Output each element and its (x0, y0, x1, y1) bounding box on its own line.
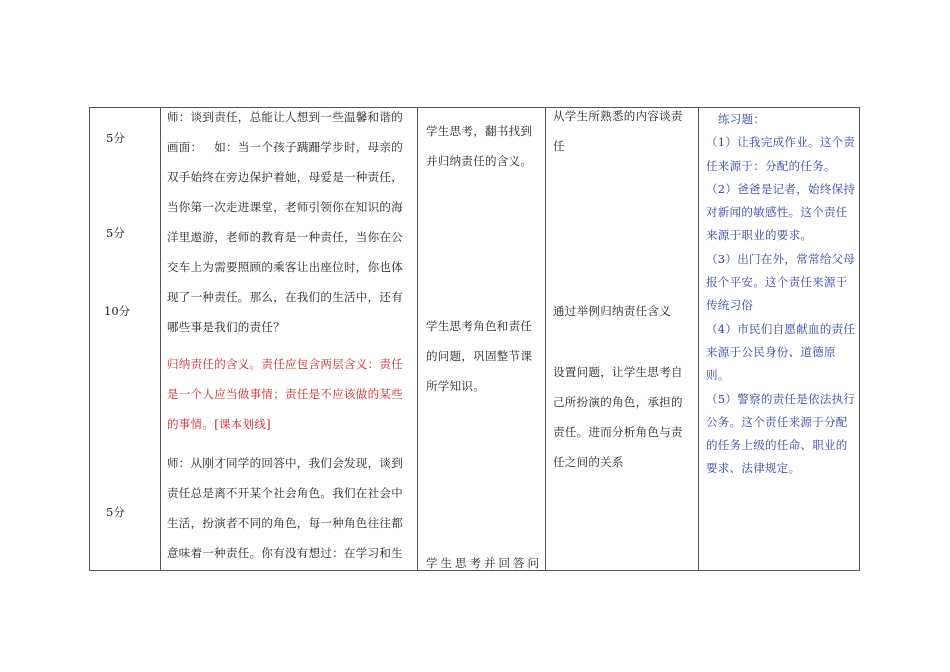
text-line: 当你第一次走进课堂，老师引领你在知识的海 (167, 200, 403, 214)
text-line: 则。 (706, 368, 730, 383)
text-line: （1）让我完成作业。这个责 (706, 135, 856, 150)
lesson-plan-table (89, 107, 860, 571)
text-line: 设置问题，让学生思考自 (553, 365, 683, 379)
time-label: 5分 (106, 505, 125, 519)
text-line: （4）市民们自愿献血的责任 (706, 321, 856, 336)
column-divider (698, 108, 699, 570)
design-purpose-1 (553, 101, 698, 161)
text-line: 任之间的关系 (553, 455, 624, 469)
teacher-activity-roles (167, 448, 417, 568)
text-line: 交车上为需要照顾的乘客让出座位时，你也体 (167, 260, 403, 274)
text-line: 传统习俗 (706, 298, 754, 313)
time-label: 5分 (106, 226, 125, 240)
column-divider (417, 108, 418, 570)
text-line: 双手始终在旁边保护着她，母爱是一种责任， (167, 170, 403, 184)
text-line: 意味着一种责任。你有没有想过：在学习和生 (167, 546, 403, 560)
design-purpose-2: 通过举例归纳责任含义 (553, 304, 671, 318)
text-line: 来源于职业的要求。 (706, 228, 813, 243)
student-activity-2 (426, 311, 546, 401)
text-line: 哪些事是我们的责任？ (167, 320, 285, 334)
text-line: 的问题，巩固整节课 (426, 349, 533, 363)
text-line: 报个平安。这个责任来源于 (706, 275, 848, 290)
responsibility-definition-note (167, 349, 417, 439)
text-line: 并归纳责任的含义。 (426, 154, 533, 168)
text-line: 是一个人应当做事情；责任是不应该做的某些 (167, 387, 403, 401)
text-line: （2）爸爸是记者，始终保持 (706, 181, 856, 196)
text-line: 责任。进而分析角色与责 (553, 425, 683, 439)
text-line: 任来源于：分配的任务。 (706, 158, 836, 173)
exercise-list (706, 108, 856, 481)
text-line: 对新闻的敏感性。这个责任 (706, 205, 848, 220)
teacher-activity-intro (167, 102, 417, 342)
text-line: 的事情。[课本划线] (167, 417, 271, 431)
student-activity-3-wrap (426, 548, 544, 571)
text-line: （5）警察的责任是依法执行 (706, 391, 856, 406)
text-line: 画面： 如：当一个孩子蹒跚学步时，母亲的 (167, 140, 404, 154)
text-line: 己所扮演的角色，承担的 (553, 395, 683, 409)
text-line: 来源于公民身份、道德原 (706, 344, 836, 359)
text-line: 现了一种责任。那么，在我们的生活中，还有 (167, 290, 403, 304)
text-line: 公务。这个责任来源于分配 (706, 414, 848, 429)
student-activity-1 (426, 116, 546, 176)
text-line: （3）出门在外，常常给父母 (706, 251, 856, 266)
text-line: 责任总是离不开某个社会角色。我们在社会中 (167, 486, 403, 500)
design-purpose-3 (553, 357, 698, 477)
text-line: 洋里遨游，老师的教育是一种责任，当你在公 (167, 230, 403, 244)
text-line: 归纳责任的含义。责任应包含两层含义：责任 (167, 357, 403, 371)
teacher-activity-roles-wrap (167, 448, 417, 571)
text-line: 师：谈到责任，总能让人想到一些温馨和谐的 (167, 110, 403, 124)
text-line: 所学知识。 (426, 379, 485, 393)
time-label: 10分 (104, 304, 131, 318)
time-label: 5分 (106, 131, 125, 145)
text-line: 的任务上级的任命、职业的 (706, 438, 848, 453)
text-line: 要求、法律规定。 (706, 461, 801, 476)
text-line: 从学生所熟悉的内容谈责 (553, 109, 683, 123)
text-line: 学生思考，翻书找到 (426, 124, 533, 138)
column-divider (160, 108, 161, 570)
text-line: 师：从刚才同学的回答中，我们会发现，谈到 (167, 456, 403, 470)
exercise-title: 练习题： (718, 112, 766, 126)
text-line: 生活，扮演者不同的角色，每一种角色往往都 (167, 516, 403, 530)
student-activity-3: 学生思考并回答问 (426, 556, 542, 570)
text-line: 学生思考角色和责任 (426, 319, 533, 333)
text-line: 任 (553, 139, 565, 153)
